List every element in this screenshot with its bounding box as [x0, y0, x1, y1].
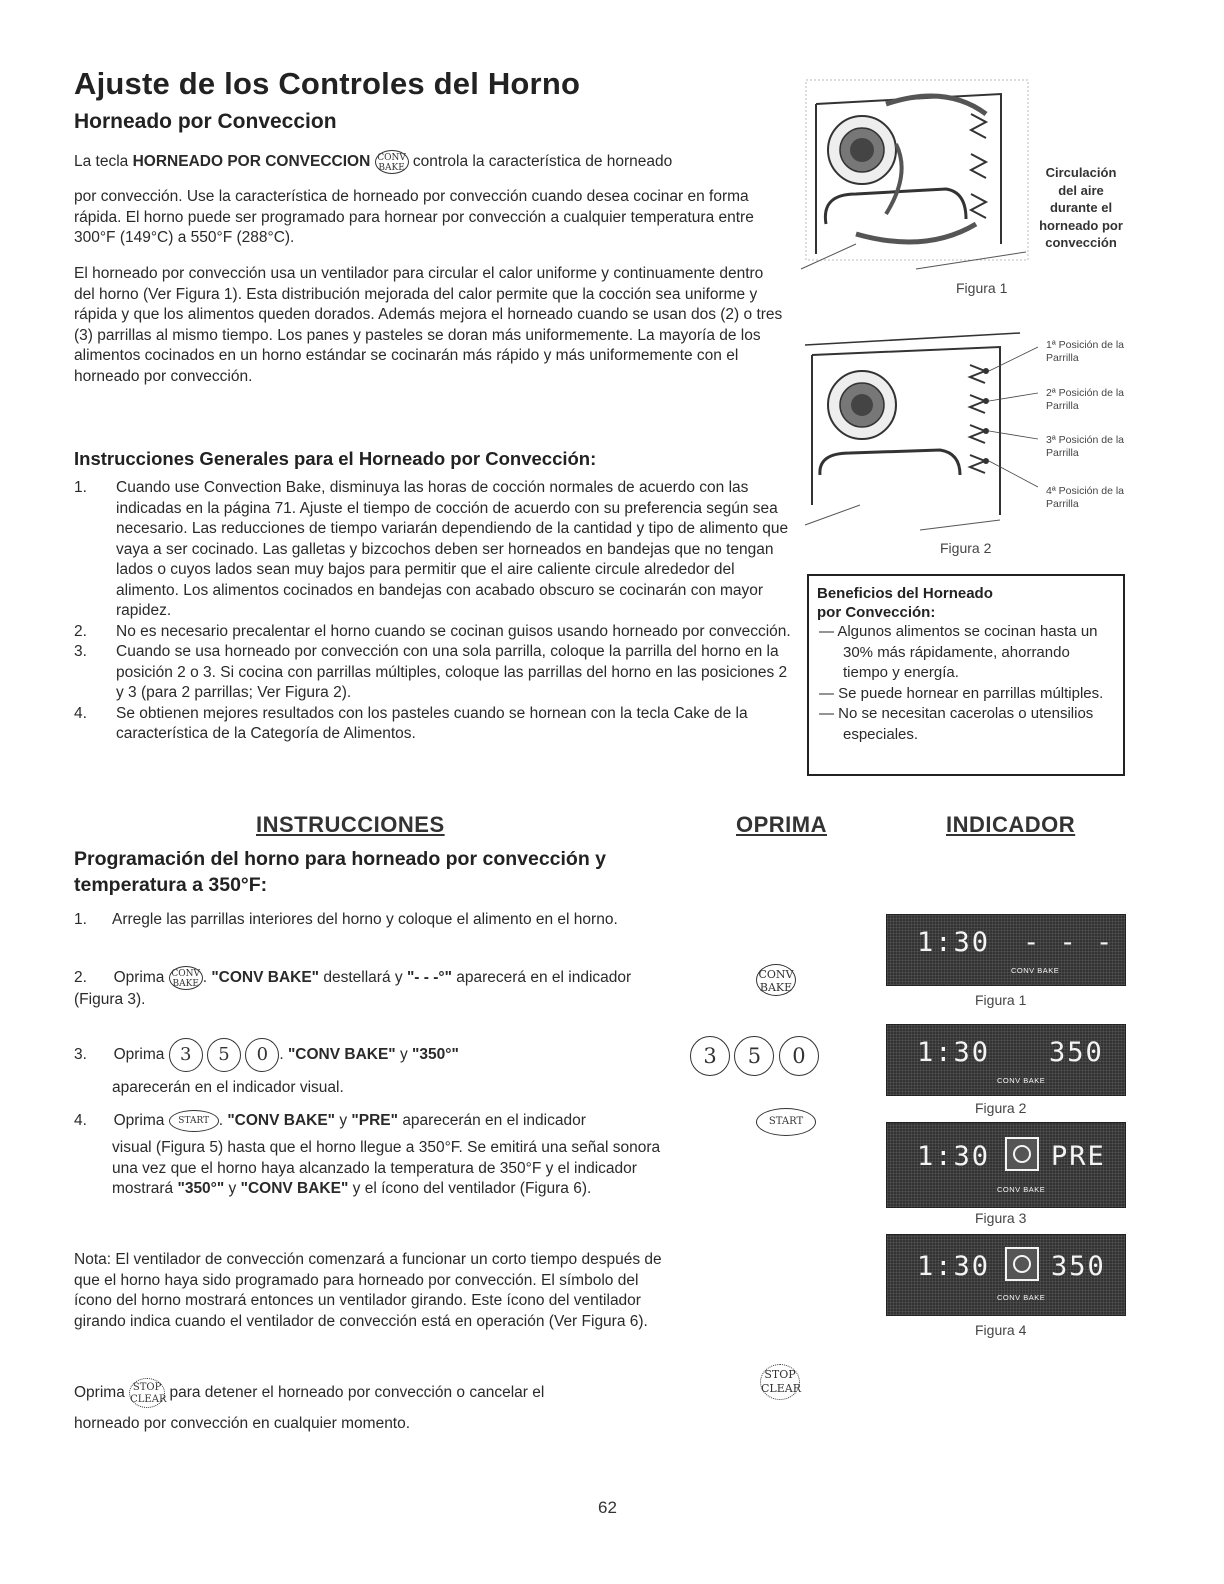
display-time: 1:30: [917, 1251, 991, 1282]
benefit-item: — Se puede hornear en parrillas múltiples.: [819, 684, 1104, 702]
note-paragraph: Nota: El ventilador de convección comenzará a funcionar un corto tiempo después de que el horno haya sido programado para horneado por convección. El símbolo del ícono del horno mostrará entonces un ventilador girando. Este ícono del ventilador girando indica cuando el ventilador de convección está en operación (Ver Figura 6).: [74, 1251, 662, 1330]
digit-3-key-icon: 3: [169, 1038, 203, 1072]
column-heading-display: INDICADOR: [946, 812, 1076, 837]
conv-bake-key-icon: CONV BAKE: [756, 964, 796, 996]
display-temp: 350: [1051, 1251, 1106, 1282]
page-title: Ajuste de los Controles del Horno: [74, 66, 581, 101]
figure1-label: Circulación del aire durante el horneado por convección: [1039, 165, 1123, 250]
digit-3-key-icon: 3: [690, 1036, 730, 1076]
step-1: 1. Arregle las parrillas interiores del horno y coloque el alimento en el horno.: [74, 910, 674, 931]
start-key-icon: START: [756, 1108, 816, 1136]
step-4-text: visual (Figura 5) hasta que el horno llegue a 350°F. Se emitirá una señal sonora una vez que el horno haya alcanzado la temperatura de 350°F y el indicador mostrará "350°" y "CONV BAKE" y el ícono del ventilador (Figura 6).: [112, 1139, 661, 1197]
step-4: 4. Oprima START . "CONV BAKE" y "PRE" aparecerán en el indicador visual (Figura 5) hasta que el horno llegue a 350°F. Se emitirá una señal sonora una vez que el horno haya alcanzado la temperatura de 350°F y el indicador mostrará "350°" y "CONV BAKE" y el ícono del ventilador (Figura 6).: [74, 1110, 674, 1200]
display-temp: 350: [1049, 1037, 1104, 1068]
start-key-icon: START: [169, 1110, 219, 1132]
press-conv-bake: [756, 964, 796, 996]
program-heading: Programación del horno para horneado por convección y temperatura a 350°F:: [74, 848, 607, 896]
intro-text: La tecla: [74, 153, 129, 171]
digit-5-key-icon: 5: [734, 1036, 774, 1076]
stop-clear-key-icon: STOP CLEAR: [129, 1378, 165, 1408]
general-instructions-list: [74, 478, 792, 745]
press-start: [756, 1108, 816, 1136]
fan-icon: [1005, 1137, 1039, 1171]
figure2-caption: Figura 2: [940, 540, 992, 556]
list-item: 2. No es necesario precalentar el horno cuando se cocinan guisos usando horneado por convección.: [74, 622, 791, 640]
display-mode: CONV BAKE: [1011, 966, 1060, 975]
display-panel: [886, 1122, 1126, 1208]
column-heading-press: OPRIMA: [736, 812, 827, 837]
digit-5-key-icon: 5: [207, 1038, 241, 1072]
display-caption: Figura 1: [975, 992, 1027, 1008]
display-mode: CONV BAKE: [997, 1293, 1046, 1302]
section-subtitle: Horneado por Conveccion: [74, 110, 337, 133]
benefits-title-1: Beneficios del Horneado: [817, 585, 993, 602]
display-caption: Figura 4: [975, 1322, 1027, 1338]
benefit-item: — No se necesitan cacerolas o utensilios especiales.: [819, 705, 1094, 743]
display-time: 1:30: [917, 1141, 991, 1172]
fan-icon: [1005, 1247, 1039, 1281]
display-panel: [886, 1234, 1126, 1316]
step-2: 2. Oprima CONV BAKE . "CONV BAKE" destellará y "- - -°" aparecerá en el indicador (Figura 3).: [74, 966, 674, 1011]
display-time: 1:30: [917, 927, 991, 958]
stop-paragraph: Oprima STOP CLEAR para detener el horneado por convección o cancelar el: [74, 1378, 694, 1408]
page-number: 62: [598, 1498, 617, 1517]
display-mode: CONV BAKE: [997, 1185, 1046, 1194]
rack-position-3: 3ª Posición de la Parrilla: [1046, 434, 1125, 459]
step-1-text: Arregle las parrillas interiores del horno y coloque el alimento en el horno.: [112, 911, 618, 928]
intro-paragraph-2: El horneado por convección usa un ventilador para circular el calor uniforme y continuamente dentro del horno (Ver Figura 1). Esta distribución mejorada del calor permite que la cocción sea uniforme y rápida y que los alimentos queden dorados. Además mejora el horneado cuando se usan dos (2) o tres (3) parrillas al mismo tiempo. Los panes y pasteles se doran más uniformemente. La mayoría de los alimentos cocinados en un horno estándar se cocinarán más rápido y más uniformemente con el horneado por convección.: [74, 265, 783, 385]
press-digits: [690, 1036, 819, 1076]
conv-bake-key-icon: CONV BAKE: [169, 966, 203, 990]
figure1-caption: Figura 1: [956, 280, 1008, 296]
display-time: 1:30: [917, 1037, 991, 1068]
display-caption: Figura 3: [975, 1210, 1027, 1226]
display-temp: - - -: [1023, 927, 1115, 958]
display-panel: [886, 914, 1126, 986]
digit-0-key-icon: 0: [779, 1036, 819, 1076]
benefits-box: [807, 574, 1125, 776]
rack-positions-figure: [800, 325, 1045, 535]
list-item: 3. Cuando se usa horneado por convección con una sola parrilla, coloque la parrilla del horno en la posición 2 o 3. Si cocina con parrillas múltiples, coloque las parrillas del horno en las posiciones 2 y 3 (para 2 parrillas; Ver Figura 2).: [74, 643, 788, 701]
display-caption: Figura 2: [975, 1100, 1027, 1116]
intro-text-2: controla la característica de horneado: [412, 153, 673, 171]
display-panel: [886, 1024, 1126, 1096]
intro-paragraph-1b: por convección. Use la característica de horneado por convección cuando desea cocinar en forma rápida. El horno puede ser programado para hornear por convección a cualquier temperatura entre 300°F (149°C) a 550°F (288°C).: [74, 188, 754, 246]
display-temp: PRE: [1051, 1141, 1106, 1172]
list-item: 1. Cuando use Convection Bake, disminuya las horas de cocción normales de acuerdo con las indicadas en la página 71. Ajuste el tiempo de cocción de acuerdo con su preferencia según sea necesario. Las reducciones de tiempo variarán dependiendo de la cantidad y tipo de alimento que vaya a ser cocinado. Las galletas y bizcochos deben ser horneados en bandejas que no tengan lados o cuyos lados sean muy bajos para permitir que el aire caliente circule alrededor del alimento. Los alimentos cocinados en bandejas con acabado obscuro se cocinarán con mayor rapidez.: [74, 479, 789, 619]
digit-0-key-icon: 0: [245, 1038, 279, 1072]
conv-bake-key-icon: CONV BAKE: [375, 150, 409, 174]
step-3: 3. Oprima 3 5 0 . "CONV BAKE" y "350°" aparecerán en el indicador visual.: [74, 1038, 674, 1099]
stop-clear-key-icon: STOP CLEAR: [760, 1364, 800, 1400]
benefits-title-2: por Convección:: [817, 604, 936, 621]
column-heading-instructions: INSTRUCCIONES: [256, 812, 445, 837]
rack-position-2: 2ª Posición de la Parrilla: [1046, 387, 1125, 412]
step-3-text: aparecerán en el indicador visual.: [112, 1079, 344, 1096]
benefit-item: — Algunos alimentos se cocinan hasta un 30% más rápidamente, ahorrando tiempo y energía.: [819, 623, 1098, 681]
press-stop-clear: [760, 1364, 800, 1400]
oven-convection-figure: [796, 74, 1036, 274]
key-name: HORNEADO POR CONVECCION: [132, 153, 371, 171]
intro-paragraph-1: [74, 150, 794, 174]
rack-position-1: 1ª Posición de la Parrilla: [1046, 339, 1125, 364]
general-instructions-heading: Instrucciones Generales para el Horneado por Convección:: [74, 448, 597, 469]
rack-position-4: 4ª Posición de la Parrilla: [1046, 485, 1125, 510]
list-item: 4. Se obtienen mejores resultados con los pasteles cuando se hornean con la tecla Cake de la característica de la Categoría de Alimentos.: [74, 704, 748, 742]
display-mode: CONV BAKE: [997, 1076, 1046, 1085]
stop-paragraph-2: horneado por convección en cualquier momento.: [74, 1415, 411, 1432]
